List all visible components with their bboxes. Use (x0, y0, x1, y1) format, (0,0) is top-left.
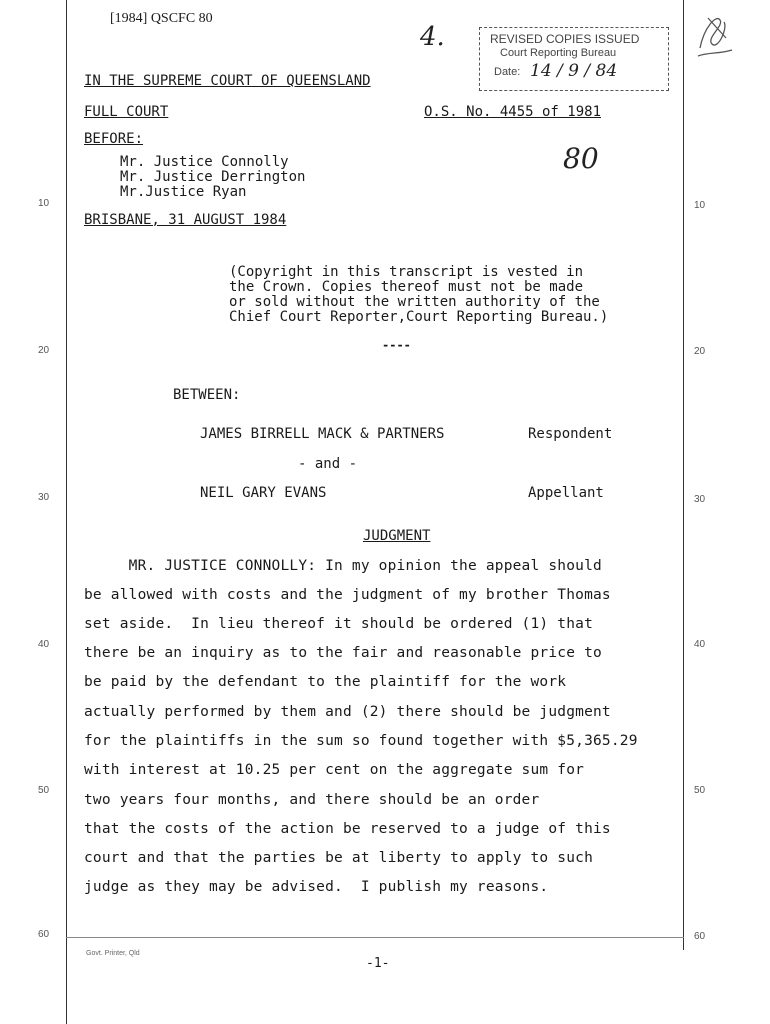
signature-mark (690, 8, 740, 66)
case-number: O.S. No. 4455 of 1981 (424, 104, 602, 120)
bench: FULL COURT (84, 104, 169, 120)
left-margin-number: 60 (38, 929, 50, 940)
stamp-line-2: Court Reporting Bureau (500, 47, 617, 59)
judgment-heading: JUDGMENT (363, 528, 431, 544)
party-name: NEIL GARY EVANS (200, 485, 327, 501)
judgment-body-line: be allowed with costs and the judgment of my brother Thomas (84, 587, 611, 603)
and-text: - and - (298, 456, 358, 472)
header-mark: 4. (420, 22, 445, 52)
judgment-body-line: set aside. In lieu thereof it should be ordered (1) that (84, 616, 593, 632)
judge-name: Mr. Justice Derrington (120, 169, 306, 185)
stamp-line-1: REVISED COPIES ISSUED (490, 32, 640, 46)
right-margin-number: 60 (694, 931, 706, 942)
handwritten-number: 80 (563, 142, 599, 175)
judgment-body-line: there be an inquiry as to the fair and reasonable price to (84, 645, 602, 661)
stamp-date-label: Date: (494, 66, 521, 78)
printer-credit: Govt. Printer, Qld (86, 950, 140, 957)
right-margin-number: 20 (694, 346, 706, 357)
copyright-line: the Crown. Copies thereof must not be made (229, 279, 584, 295)
revised-copies-stamp (479, 27, 669, 91)
party-role: Appellant (528, 485, 604, 501)
court-name: IN THE SUPREME COURT OF QUEENSLAND (84, 73, 371, 89)
judgment-body-line: be paid by the defendant to the plaintiff for the work (84, 674, 567, 690)
judgment-body-line: MR. JUSTICE CONNOLLY: In my opinion the appeal should (84, 558, 602, 574)
copyright-line: or sold without the written authority of the (229, 294, 600, 310)
left-margin-number: 50 (38, 785, 50, 796)
right-margin-number: 10 (694, 200, 706, 211)
judgment-body-line: two years four months, and there should be an order (84, 792, 540, 808)
judgment-body-line: court and that the parties be at liberty to apply to such (84, 850, 593, 866)
judge-name: Mr.Justice Ryan (120, 184, 247, 200)
right-margin-rule (683, 0, 684, 950)
place-and-date: BRISBANE, 31 AUGUST 1984 (84, 212, 287, 228)
stamp-date-value: 14 / 9 / 84 (530, 61, 618, 81)
judgment-body-line: actually performed by them and (2) there should be judgment (84, 704, 611, 720)
left-margin-number: 30 (38, 492, 50, 503)
judgment-body-line: for the plaintiffs in the sum so found together with $5,365.29 (84, 733, 638, 749)
left-margin-rule (66, 0, 67, 1024)
between-label: BETWEEN: (173, 387, 241, 403)
party-name: JAMES BIRRELL MACK & PARTNERS (200, 426, 445, 442)
right-margin-number: 50 (694, 785, 706, 796)
party-role: Respondent (528, 426, 613, 442)
before-label: BEFORE: (84, 131, 144, 147)
bottom-margin-rule (66, 937, 684, 938)
citation: [1984] QSCFC 80 (110, 11, 213, 26)
copyright-line: (Copyright in this transcript is vested in (229, 264, 584, 280)
right-margin-number: 40 (694, 639, 706, 650)
copyright-line: Chief Court Reporter,Court Reporting Bureau.) (229, 309, 609, 325)
left-margin-number: 40 (38, 639, 50, 650)
judgment-body-line: judge as they may be advised. I publish my reasons. (84, 879, 549, 895)
left-margin-number: 20 (38, 345, 50, 356)
judge-name: Mr. Justice Connolly (120, 154, 289, 170)
judgment-body-line: with interest at 10.25 per cent on the aggregate sum for (84, 762, 585, 778)
left-margin-number: 10 (38, 198, 50, 209)
judgment-body-line: that the costs of the action be reserved to a judge of this (84, 821, 611, 837)
right-margin-number: 30 (694, 494, 706, 505)
page-number: -1- (366, 956, 390, 971)
separator: ---- (382, 338, 411, 352)
